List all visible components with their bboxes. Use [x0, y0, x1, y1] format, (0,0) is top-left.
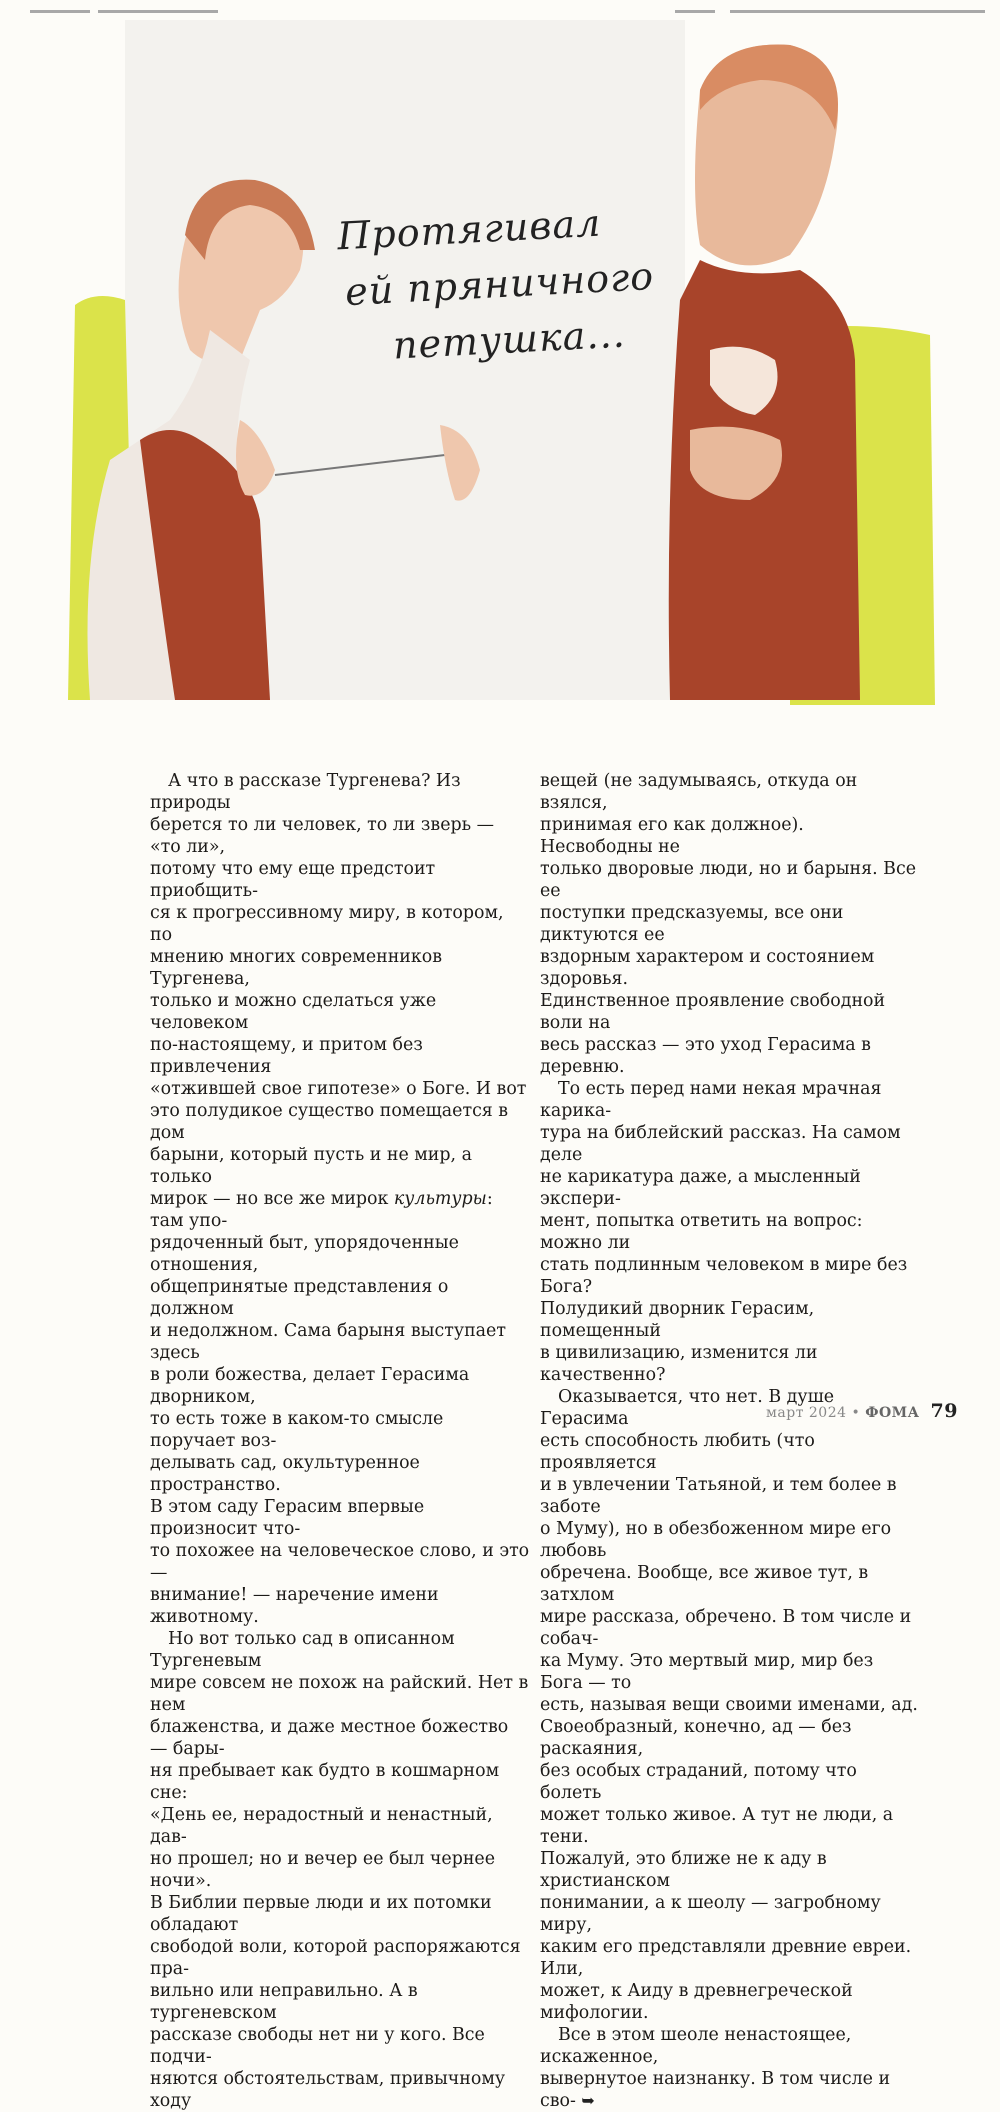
caption-line: ей пряничного	[344, 253, 656, 315]
paragraph: Оказывается, что нет. В душе Герасима есть способность любить (что проявляется и в увлечении Татьяной, и тем более в заботе о Муму), но в обезбоженном мире его любовь обречена. Вообще, все живое тут, в затхлом мире рассказа, обречено. В том числе и собач- ка Муму. Это мертвый мир, мир без Бога — то есть, называя вещи своими именами, ад. Своеобразный, конечно, ад — без раскаяния, без особых страданий, потому что болеть может только живое. А тут не люди, а тени. Пожалуй, это ближе не к аду в христианском понимании, а к шеолу — загробному миру, каким его представляли древние евреи. Или, может, к Аиду в древнегреческой мифологии.	[540, 1387, 918, 2023]
illustration-caption	[336, 192, 664, 377]
paragraph-text: Все в этом шеоле ненастоящее, искаженное, вывернутое наизнанку. В том числе и сво-	[540, 2025, 891, 2111]
man-figure	[669, 45, 860, 700]
paragraph-text: общепринятые представления о должном и недолжном. Сама барыня выступает здесь в роли божества, делает Герасима дворником, то есть тоже в каком-то смысле поручает воз- делывать сад, окультуренное пространство. В этом саду Герасим впервые произносит что- то похожее на человеческое слово, и это — внимание! — наречение имени животному.	[150, 1277, 530, 1627]
paragraph	[540, 2024, 920, 2112]
continue-arrow-icon: ➥	[581, 2091, 595, 2110]
issue-date: март 2024	[766, 1405, 847, 1421]
magazine-name: ФОМА	[865, 1405, 920, 1421]
page-number: 79	[930, 1400, 958, 1422]
paragraph: вещей (не задумываясь, откуда он взялся, принимая его как должное). Несвободны не только дворовые люди, но и барыня. Все ее поступки предсказуемы, все они диктуются ее вздорным характером и состоянием здоровья. Единственное проявление свободной воли на весь рассказ — это уход Герасима в деревню.	[540, 771, 916, 1077]
page-footer	[766, 1400, 958, 1422]
caption-line: петушка...	[391, 311, 627, 368]
article-column-left	[150, 770, 530, 2112]
paragraph	[150, 770, 530, 1276]
paragraph: То есть перед нами некая мрачная карика- тура на библейский рассказ. На самом деле не карикатура даже, а мысленный экспери- мент, попытка ответить на вопрос: можно ли стать подлинным человеком в мире без Бога? Полудикий дворник Герасим, помещенный в цивилизацию, изменится ли качественно?	[540, 1079, 908, 1385]
footer-bullet: •	[851, 1405, 861, 1421]
paragraph: Но вот только сад в описанном Тургеневым мире совсем не похож на райский. Нет в нем блаженства, и даже местное божество — бары- ня пребывает как будто в кошмарном сне: «День ее, нерадостный и ненастный, дав- но прошел; но и вечер ее был чернее ночи». В Библии первые люди и их потомки обладают свободой воли, которой распоряжаются пра- вильно или неправильно. А в тургеневском рассказе свободы нет ни у кого. Все подчи- няются обстоятельствам, привычному ходу	[150, 1629, 529, 2111]
caption-line: Протягивал	[336, 200, 603, 259]
article-column-right	[540, 770, 920, 2112]
paragraph-text: А что в рассказе Тургенева? Из природы берется то ли человек, то ли зверь — «то ли», потому что ему еще предстоит приобщить- ся к прогрессивному миру, в котором, по мнению многих современников Тургенева, только и можно сделаться уже человеком по-настоящему, и притом без привлечения «отжившей свое гипотезе» о Боге. И вот это полудикое существо помещается в дом барыни, который пусть и не мир, а только мирок — но все же мирок	[150, 771, 527, 1209]
paragraph-text: : там упо- рядоченный быт, упорядоченные отношения,	[150, 1189, 493, 1275]
italic-word: культуры	[393, 1189, 487, 1209]
paragraph	[150, 1276, 530, 1628]
